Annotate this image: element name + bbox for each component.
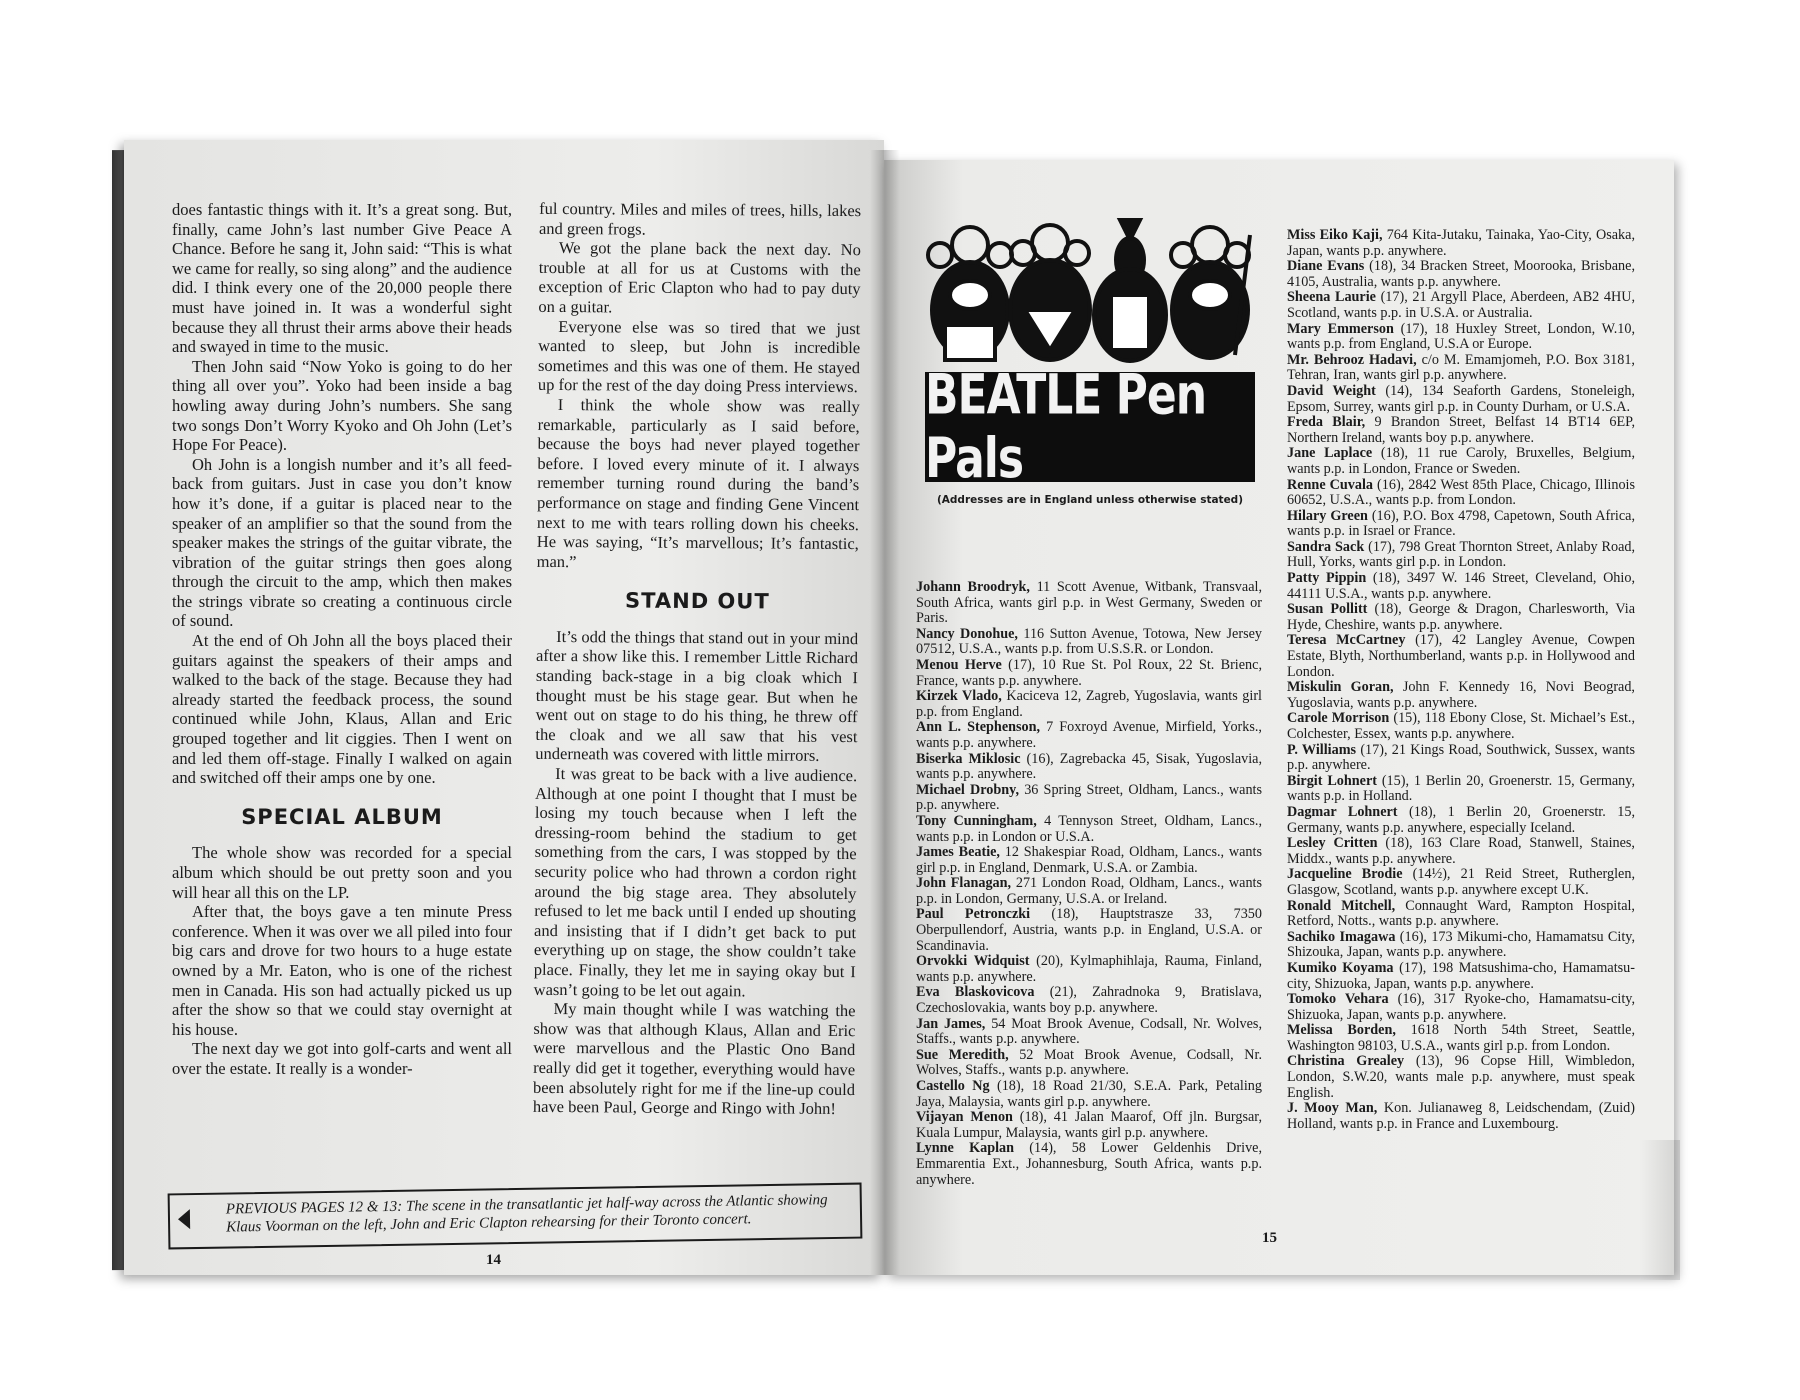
pen-pal-entry — [916, 783, 1262, 814]
pen-pal-name: Miskulin Goran, — [1287, 679, 1394, 696]
pen-pal-name: Menou Herve — [916, 656, 1002, 673]
pen-pal-name: Renne Cuvala — [1287, 476, 1374, 493]
pen-pal-entry — [1287, 899, 1635, 930]
pen-pal-entry — [1287, 259, 1635, 290]
pen-pal-entry — [916, 720, 1262, 751]
article-paragraph: The whole show was recorded for a special album which should be out pretty soon and you will hear all this on the LP. — [172, 843, 512, 902]
pen-pal-name: Freda Blair, — [1287, 414, 1366, 431]
pen-pal-entry — [1287, 353, 1635, 384]
article-paragraph: It was great to be back with a live audience. Although at one point I thought that I must be losing my touch because when I left the dressing-room behind the stadium to get something from the cars, I was stopped by the security police who had thrown a cordon right around the big stage area. They absolutely refused to let me back until I ended up shouting and insisting that if I didn’t get back to put everything up on stage, the show couldn’t take place. Finally, they let me in saying okay but I wasn’t going to be let out again. — [533, 764, 858, 1000]
pen-pal-details: (17), 198 Matsushima-cho, Hamamatsu-city, Shizuoka, Japan, wants p.p. anywhere. — [1287, 959, 1635, 992]
pen-pal-entry — [1287, 446, 1635, 477]
pen-pal-entry — [1287, 680, 1635, 711]
pen-pal-name: Nancy Donohue, — [916, 625, 1018, 642]
pen-pal-details: (16), P.O. Box 4798, Capetown, South Africa, wants p.p. in Israel or France. — [1287, 507, 1636, 540]
pen-pal-entry — [916, 658, 1262, 689]
pen-pal-details: 9 Brandon Street, Belfast 14 BT14 6EP, Northern Ireland, wants boy p.p. anywhere. — [1287, 414, 1635, 446]
pen-pal-name: Biserka Miklosic — [916, 750, 1021, 767]
pen-pal-entry — [916, 1017, 1262, 1048]
pen-pal-entry — [1287, 571, 1635, 602]
pen-pal-entry — [1287, 992, 1635, 1023]
pen-pal-details: (14), 58 Lower Geldenhis Drive, Emmarentia Ext., Johannesburg, South Africa, wants p.p. anywhere. — [916, 1140, 1263, 1188]
pen-pal-name: J. Mooy Man, — [1287, 1100, 1378, 1117]
pen-pal-details: (18), 11 rue Caroly, Bruxelles, Belgium, wants p.p. in London, France or Sweden. — [1287, 445, 1635, 477]
pen-pal-entry — [1287, 711, 1635, 742]
pen-pal-details: (15), 1 Berlin 20, Groenerstr. 15, Germany, wants p.p. in Holland. — [1287, 772, 1635, 805]
pen-pal-details: 1618 North 54th Street, Seattle, Washington 98103, U.S.A., wants girl p.p. from London. — [1287, 1022, 1635, 1054]
pen-pal-details: (18), 1 Berlin 20, Groenerstr. 15, Germany, wants p.p. anywhere, especially Iceland. — [1287, 803, 1635, 836]
pen-pal-name: Johann Broodryk, — [916, 579, 1030, 595]
pen-pal-name: James Beatie, — [916, 844, 1000, 861]
pen-pal-entry — [1287, 602, 1635, 633]
pen-pal-entry — [916, 1079, 1262, 1110]
pen-pal-details: 271 London Road, Oldham, Lancs., wants p.p. in London, Germany, U.S.A. or Ireland. — [916, 875, 1263, 907]
pen-pals-column-left — [916, 580, 1262, 1188]
pen-pal-details: 7 Foxroyd Avenue, Mirfield, Yorks., wants p.p. anywhere. — [916, 719, 1262, 751]
pen-pal-entry — [1287, 1054, 1635, 1101]
pen-pal-name: Kumiko Koyama — [1287, 959, 1394, 976]
address-note: (Addresses are in England unless otherwise stated) — [936, 494, 1244, 506]
pen-pal-details: 11 Scott Avenue, Witbank, Transvaal, South Africa, wants girl p.p. in West Germany, Sweden or Paris. — [916, 579, 1262, 627]
pen-pal-entry — [1287, 415, 1635, 446]
pen-pal-name: Mary Emmerson — [1287, 320, 1394, 337]
pen-pal-details: (18), 41 Jalan Maarof, Off jln. Burgsar, Kuala Lumpur, Malaysia, wants girl p.p. anywhere. — [916, 1109, 1262, 1141]
pen-pal-details: (18), 34 Bracken Street, Moorooka, Brisbane, 4105, Australia, wants p.p. anywhere. — [1287, 258, 1635, 290]
pen-pal-name: Jan James, — [916, 1015, 986, 1032]
pen-pal-name: Castello Ng — [916, 1078, 990, 1094]
pen-pals-logo — [915, 215, 1265, 491]
pen-pal-name: Carole Morrison — [1287, 710, 1390, 727]
article-paragraph: At the end of Oh John all the boys placed their guitars against the speakers of their amps and walked to the back of the stage. Because they had already started the feedback process, the sound continued while John, Klaus, Allan and Eric grouped together and lit ciggies. Then I went on and led them off-stage. Finally I walked on again and switched off their amps one by one. — [172, 631, 512, 788]
pen-pal-details: (14), 134 Seaforth Gardens, Stoneleigh, Epsom, Surrey, wants girl p.p. in County Durham, or U.S.A. — [1287, 382, 1635, 415]
pen-pal-entry — [916, 580, 1262, 627]
pen-pal-entry — [1287, 509, 1635, 540]
article-paragraph: does fantastic things with it. It’s a great song. But, finally, came John’s last number Give Peace A Chance. Before he sang it, John said: “This is what we came for really, so sing along” and the audience did. I think every one of the 20,000 people there must have joined in. It was a wonderful sight because they all thrust their arms above their heads and swayed in time to the music. — [172, 200, 512, 357]
pen-pal-details: (18), 18 Road 21/30, S.E.A. Park, Petaling Jaya, Malaysia, wants girl p.p. anywhere. — [916, 1078, 1262, 1110]
pen-pal-entry — [916, 985, 1262, 1016]
pen-pal-name: Melissa Borden, — [1287, 1022, 1396, 1039]
pen-pal-details: (16), 317 Ryoke-cho, Hamamatsu-city, Shizuoka, Japan, wants p.p. anywhere. — [1287, 991, 1635, 1023]
pen-pal-details: (18), 163 Clare Road, Stanwell, Staines, Middx., wants p.p. anywhere. — [1287, 835, 1635, 867]
pen-pal-entry — [916, 689, 1262, 720]
pen-pal-name: Susan Pollitt — [1287, 601, 1368, 618]
pen-pal-entry — [916, 876, 1262, 907]
pen-pal-entry — [1287, 384, 1635, 415]
pen-pal-entry — [916, 814, 1262, 845]
pen-pal-entry — [1287, 961, 1635, 992]
pen-pal-name: P. Williams — [1287, 741, 1357, 758]
pen-pal-details: Kaciceva 12, Zagreb, Yugoslavia, wants girl p.p. from England. — [916, 688, 1262, 720]
pen-pal-name: Michael Drobny, — [916, 781, 1020, 798]
pen-pal-entry — [1287, 322, 1635, 353]
article-paragraph: Oh John is a longish number and it’s all feed-back from guitars. Just in case you don’t know how it’s done, if a guitar is placed near to the speaker of an amplifier so that the sound from the speaker makes the strings of the guitar vibrate, the vibration of the guitar strings then goes along through the circuit to the amp, which then makes the strings vibrate so creating a continuous circle of sound. — [172, 454, 512, 631]
pen-pal-details: (16), Zagrebacka 45, Sisak, Yugoslavia, wants p.p. anywhere. — [916, 750, 1262, 783]
pen-pal-entry — [1287, 290, 1635, 321]
pen-pal-entry — [1287, 540, 1635, 571]
article-paragraph: The next day we got into golf-carts and went all over the estate. It really is a wonder- — [172, 1039, 512, 1078]
article-column-2 — [533, 199, 861, 1119]
pen-pal-name: Kirzek Vlado, — [916, 688, 1002, 705]
pen-pal-entry — [916, 845, 1262, 876]
pen-pal-details: (16), 2842 West 85th Place, Chicago, Illinois 60652, U.S.A., wants p.p. from London. — [1287, 476, 1636, 509]
pen-pal-details: Connaught Ward, Rampton Hospital, Retford, Notts., wants p.p. anywhere. — [1287, 897, 1635, 930]
pen-pal-details: (17), 21 Argyll Place, Aberdeen, AB2 4HU, Scotland, wants p.p. in U.S.A. or Australia. — [1287, 289, 1636, 321]
pen-pal-entry — [916, 1141, 1262, 1188]
pen-pals-column-right — [1287, 228, 1635, 1132]
pen-pals-banner: BEATLE Pen Pals — [925, 372, 1255, 482]
pen-pal-name: Diane Evans — [1287, 258, 1365, 275]
pen-pal-name: Christina Grealey — [1287, 1053, 1405, 1070]
page-number-left: 14 — [486, 1252, 501, 1268]
article-paragraph: My main thought while I was watching the show was that although Klaus, Allan and Eric were marvellous and the Plastic Ono Band really did get it together, everything would have been absolutely right for me if the line-up could have been Paul, George and Ringo with John! — [532, 999, 856, 1119]
pen-pal-entry — [1287, 478, 1635, 509]
pen-pal-entry — [1287, 633, 1635, 680]
pen-pal-details: (17), 10 Rue St. Pol Roux, 22 St. Brienc, France, wants p.p. anywhere. — [916, 656, 1262, 689]
pen-pal-details: (18), Hauptstrasze 33, 7350 Oberpullendorf, Austria, wants p.p. in England, U.S.A. or Scandinavia. — [916, 906, 1262, 954]
pen-pal-entry — [1287, 774, 1635, 805]
pen-pal-name: David Weight — [1287, 382, 1376, 399]
article-paragraph: Then John said “Now Yoko is going to do her thing all over you”. Yoko had been inside a bag howling away during John’s numbers. She sang two songs Don’t Worry Kyoko and Oh John (Let’s Hope For Peace). — [172, 356, 512, 455]
pen-pal-details: (18), 3497 W. 146 Street, Cleveland, Ohio, 44111 U.S.A., wants p.p. anywhere. — [1287, 570, 1635, 602]
pen-pal-name: Sheena Laurie — [1287, 289, 1376, 306]
pen-pal-details: (15), 118 Ebony Close, St. Michael’s Est., Colchester, Essex, wants p.p. anywhere. — [1287, 710, 1636, 742]
pen-pal-details: John F. Kennedy 16, Novi Beograd, Yugoslavia, wants p.p. anywhere. — [1287, 679, 1635, 711]
pen-pal-name: Mr. Behrooz Hadavi, — [1287, 351, 1417, 368]
pen-pal-name: John Flanagan, — [916, 875, 1012, 892]
pen-pal-name: Birgit Lohnert — [1287, 772, 1377, 789]
pen-pal-name: Ann L. Stephenson, — [916, 719, 1041, 736]
pen-pal-entry — [1287, 867, 1635, 898]
pen-pal-name: Jane Laplace — [1287, 445, 1373, 462]
pen-pal-name: Teresa McCartney — [1287, 632, 1406, 649]
pen-pal-details: (21), Zahradnoka 9, Bratislava, Czechoslovakia, wants boy p.p. anywhere. — [916, 984, 1262, 1017]
pen-pal-name: Eva Blaskovicova — [916, 984, 1035, 1001]
left-arrow-icon — [178, 1209, 190, 1229]
pen-pal-entry — [916, 627, 1262, 658]
pen-pal-name: Sue Meredith, — [916, 1046, 1009, 1063]
page-number-right: 15 — [1262, 1230, 1277, 1246]
spine-gutter — [870, 150, 900, 1275]
pen-pal-entry — [1287, 1101, 1635, 1132]
page-shadow — [1640, 1140, 1680, 1280]
pen-pal-name: Sachiko Imagawa — [1287, 928, 1396, 945]
photo-caption-text: PREVIOUS PAGES 12 & 13: The scene in the transatlantic jet half-way across the Atlantic showing Klaus Voorman on the left, John and Eric Clapton rehearsing for their Toronto concert. — [225, 1192, 828, 1236]
pen-pal-details: 764 Kita-Jutaku, Tainaka, Yao-City, Osaka, Japan, wants p.p. anywhere. — [1287, 227, 1635, 259]
pen-pal-details: (16), 173 Mikumi-cho, Hamamatsu City, Shizouka, Japan, wants p.p. anywhere. — [1287, 928, 1635, 961]
pen-pal-entry — [1287, 228, 1635, 259]
pen-pal-entry — [1287, 930, 1635, 961]
pen-pal-details: (20), Kylmaphihlaja, Rauma, Finland, wants p.p. anywhere. — [916, 953, 1262, 985]
pen-pal-name: Ronald Mitchell, — [1287, 897, 1396, 914]
pen-pal-name: Jacqueline Brodie — [1287, 866, 1403, 883]
pen-pal-details: 116 Sutton Avenue, Totowa, New Jersey 07512, U.S.A., wants p.p. from U.S.S.R. or London. — [916, 625, 1262, 658]
pen-pal-entry — [1287, 836, 1635, 867]
pen-pal-name: Sandra Sack — [1287, 538, 1365, 555]
pen-pal-details: 12 Shakespiar Road, Oldham, Lancs., wants girl p.p. in England, Denmark, U.S.A. or Zambia. — [916, 844, 1262, 876]
pen-pal-name: Dagmar Lohnert — [1287, 803, 1398, 820]
pen-pal-details: 36 Spring Street, Oldham, Lancs., wants p.p. anywhere. — [916, 781, 1262, 814]
pen-pal-name: Orvokki Widquist — [916, 953, 1030, 970]
article-paragraph: I think the whole show was really remarkable, particularly as I said before, because the boys had never played together before. I loved every minute of it. I always remember turning round during the band’s performance on stage and finding Gene Vincent next to me with tears rolling down his cheeks. He was saying, “It’s marvellous; It’s fantastic, man.” — [536, 394, 860, 571]
pen-pal-name: Lynne Kaplan — [916, 1140, 1015, 1157]
pen-pal-details: 54 Moat Brook Avenue, Codsall, Nr. Wolves, Staffs., wants p.p. anywhere. — [916, 1015, 1262, 1048]
article-column-1 — [172, 200, 512, 1079]
section-heading-stand-out: STAND OUT — [625, 588, 770, 614]
pen-pal-name: Tomoko Vehara — [1287, 991, 1389, 1008]
article-paragraph: We got the plane back the next day. No trouble at all for us at Customs with the exception of Eric Clapton who had to pay duty on a guitar. — [538, 238, 861, 317]
pen-pal-name: Vijayan Menon — [916, 1109, 1013, 1126]
pen-pal-entry — [1287, 743, 1635, 774]
pen-pal-details: c/o M. Emamjomeh, P.O. Box 3181, Tehran, Iran, wants girl p.p. anywhere. — [1287, 351, 1635, 384]
pen-pal-details: (18), George & Dragon, Charlesworth, Via Hyde, Cheshire, wants p.p. anywhere. — [1287, 601, 1636, 633]
pen-pal-name: Miss Eiko Kaji, — [1287, 227, 1383, 243]
pen-pal-name: Hilary Green — [1287, 507, 1368, 524]
pen-pal-entry — [1287, 805, 1635, 836]
pen-pal-entry — [916, 752, 1262, 783]
pen-pal-details: (17), 18 Huxley Street, London, W.10, wants p.p. from England, U.S.A or Europe. — [1287, 320, 1635, 353]
pen-pal-name: Patty Pippin — [1287, 570, 1367, 587]
pen-pal-entry — [916, 954, 1262, 985]
pen-pal-entry — [1287, 1023, 1635, 1054]
pen-pal-details: 52 Moat Brook Avenue, Codsall, Nr. Wolves, Staffs., wants p.p. anywhere. — [916, 1046, 1262, 1079]
pen-pal-details: (17), 21 Kings Road, Southwick, Sussex, wants p.p. anywhere. — [1287, 741, 1635, 774]
pen-pal-details: 4 Tennyson Street, Oldham, Lancs., wants p.p. in London or U.S.A. — [916, 812, 1262, 845]
photo-caption-box — [168, 1183, 863, 1250]
article-paragraph: After that, the boys gave a ten minute Press conference. When it was over we all piled into four big cars and drove for two hours to a huge estate owned by a Mr. Eaton, who is one of the richest men in Canada. His son had actually picked us up after the show so that we could stay overnight at his house. — [172, 902, 512, 1039]
cartoon-figures-icon — [915, 215, 1265, 375]
article-paragraph: Everyone else was so tired that we just wanted to sleep, but John is incredible sometimes and this was one of them. He stayed up for the rest of the day doing Press interviews. — [537, 316, 861, 397]
section-heading-special-album: SPECIAL ALBUM — [241, 804, 443, 829]
article-paragraph: ful country. Miles and miles of trees, hills, lakes and green frogs. — [538, 198, 862, 239]
pen-pal-details: Kon. Julianaweg 8, Leidschendam, (Zuid) Holland, wants p.p. in France and Luxembourg. — [1287, 1100, 1635, 1132]
pen-pal-entry — [916, 1048, 1262, 1079]
pen-pal-details: (13), 96 Copse Hill, Wimbledon, London, S.W.20, wants male p.p. anywhere, must speak English. — [1287, 1053, 1635, 1101]
pen-pal-entry — [916, 1110, 1262, 1141]
pen-pal-details: (17), 42 Langley Avenue, Cowpen Estate, Blyth, Northumberland, wants p.p. in Hollywood and London. — [1287, 632, 1635, 680]
pen-pal-name: Lesley Critten — [1287, 835, 1378, 852]
pen-pal-entry — [916, 907, 1262, 954]
pen-pal-name: Tony Cunningham, — [916, 812, 1037, 829]
pen-pal-details: (17), 798 Great Thornton Street, Anlaby Road, Hull, Yorks, wants girl p.p. in London. — [1287, 538, 1636, 571]
pen-pal-details: (14½), 21 Reid Street, Rutherglen, Glasgow, Scotland, wants p.p. anywhere except U.K. — [1287, 866, 1635, 898]
article-paragraph: It’s odd the things that stand out in your mind after a show like this. I remember Little Richard standing back-stage in a big cloak which I thought must be his stage gear. But when he went out on stage to do his thing, he threw off the cloak and we all saw that his vest underneath was covered with little mirrors. — [535, 626, 859, 766]
pen-pal-name: Paul Petronczki — [916, 906, 1031, 923]
